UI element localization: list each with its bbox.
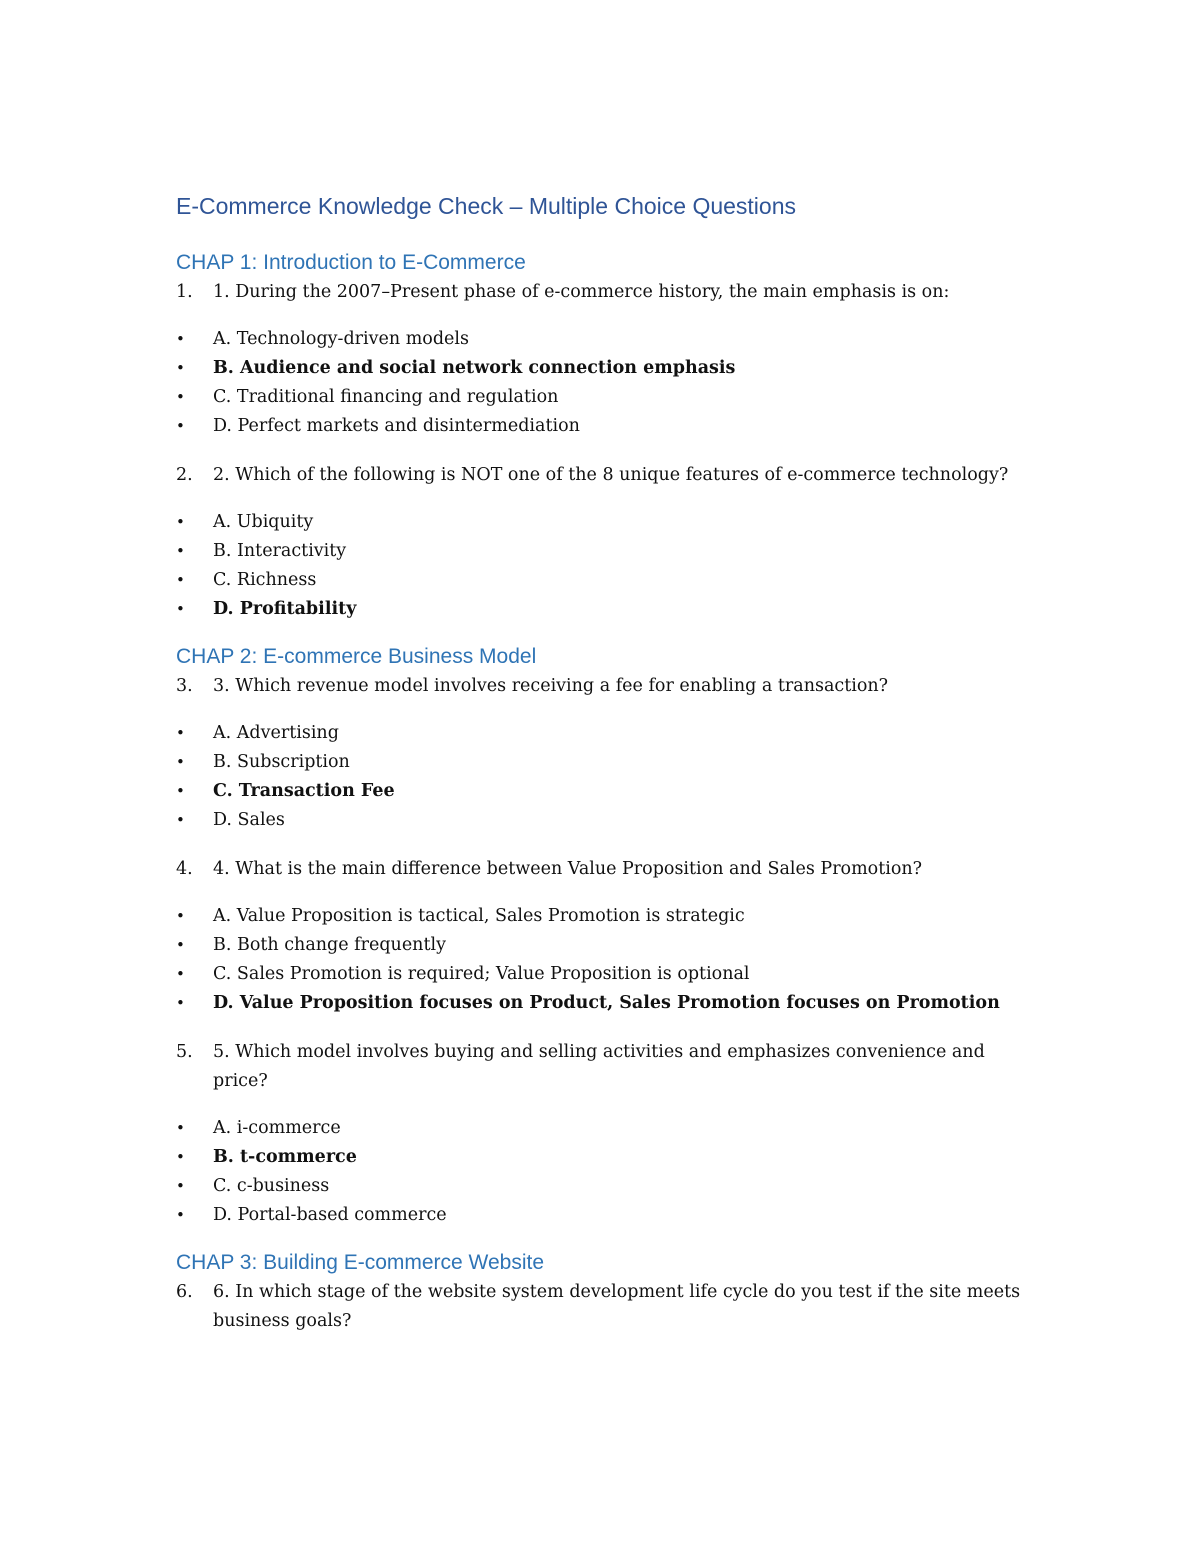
bullet-icon: • xyxy=(176,907,185,925)
bullet-icon: • xyxy=(176,936,185,954)
answer-option-text: A. Value Proposition is tactical, Sales Promotion is strategic xyxy=(213,906,745,926)
answer-option-text: D. Perfect markets and disintermediation xyxy=(213,416,580,436)
bullet-icon: • xyxy=(176,359,185,377)
answer-option-text: D. Value Proposition focuses on Product, Sales Promotion focuses on Promotion xyxy=(213,993,1000,1013)
answer-option xyxy=(176,508,1026,537)
bullet-icon: • xyxy=(176,994,185,1012)
answer-option-text: D. Sales xyxy=(213,810,285,830)
bullet-icon: • xyxy=(176,542,185,560)
answer-options-list xyxy=(176,902,1026,1018)
answer-option-text: B. Both change frequently xyxy=(213,935,446,955)
bullet-icon: • xyxy=(176,782,185,800)
bullet-icon: • xyxy=(176,600,185,618)
bullet-icon: • xyxy=(176,753,185,771)
bullet-icon: • xyxy=(176,724,185,742)
question-text: 2. Which of the following is NOT one of the 8 unique features of e-commerce technology? xyxy=(213,465,1009,485)
answer-option-correct xyxy=(176,989,1026,1018)
document-content xyxy=(176,190,1026,1336)
answer-options-list xyxy=(176,508,1026,624)
answer-options-list xyxy=(176,1114,1026,1230)
bullet-icon: • xyxy=(176,388,185,406)
question-text: 5. Which model involves buying and selling activities and emphasizes convenience and price? xyxy=(213,1042,985,1091)
answer-option xyxy=(176,1114,1026,1143)
answer-option xyxy=(176,1172,1026,1201)
answer-option-text: A. Advertising xyxy=(213,723,339,743)
document-title: E-Commerce Knowledge Check – Multiple Choice Questions xyxy=(176,193,797,219)
answer-option-text: C. Sales Promotion is required; Value Proposition is optional xyxy=(213,964,750,984)
answer-option-text: B. Audience and social network connection emphasis xyxy=(213,358,736,378)
question-text: 1. During the 2007–Present phase of e-commerce history, the main emphasis is on: xyxy=(213,282,950,302)
answer-option-text: C. Transaction Fee xyxy=(213,781,395,801)
answer-option-correct xyxy=(176,1143,1026,1172)
answer-option xyxy=(176,748,1026,777)
answer-option xyxy=(176,412,1026,441)
bullet-icon: • xyxy=(176,1177,185,1195)
answer-option-text: A. i-commerce xyxy=(213,1118,341,1138)
answer-option-correct xyxy=(176,354,1026,383)
answer-option xyxy=(176,902,1026,931)
chapter-heading: CHAP 2: E-commerce Business Model xyxy=(176,645,537,668)
question-item xyxy=(176,461,1026,490)
answer-option xyxy=(176,931,1026,960)
bullet-icon: • xyxy=(176,571,185,589)
question-number: 5. xyxy=(176,1042,193,1062)
answer-option-text: A. Ubiquity xyxy=(213,512,314,532)
bullet-icon: • xyxy=(176,811,185,829)
bullet-icon: • xyxy=(176,513,185,531)
bullet-icon: • xyxy=(176,965,185,983)
answer-option-text: B. Interactivity xyxy=(213,541,347,561)
answer-option-text: B. Subscription xyxy=(213,752,350,772)
question-item xyxy=(176,1038,1026,1096)
answer-option-text: C. Richness xyxy=(213,570,317,590)
question-text: 3. Which revenue model involves receiving a fee for enabling a transaction? xyxy=(213,676,889,696)
answer-option xyxy=(176,960,1026,989)
bullet-icon: • xyxy=(176,1119,185,1137)
answer-option xyxy=(176,566,1026,595)
question-text: 6. In which stage of the website system development life cycle do you test if the site meets business goals? xyxy=(213,1282,1021,1331)
bullet-icon: • xyxy=(176,330,185,348)
answer-options-list xyxy=(176,325,1026,441)
chapter-heading: CHAP 1: Introduction to E-Commerce xyxy=(176,251,526,274)
answer-option-text: C. c-business xyxy=(213,1176,330,1196)
answer-option-text: C. Traditional financing and regulation xyxy=(213,387,559,407)
answer-option-correct xyxy=(176,777,1026,806)
question-number: 4. xyxy=(176,859,193,879)
answer-option-correct xyxy=(176,595,1026,624)
question-number: 6. xyxy=(176,1282,193,1302)
question-item xyxy=(176,672,1026,701)
answer-options-list xyxy=(176,719,1026,835)
bullet-icon: • xyxy=(176,1148,185,1166)
bullet-icon: • xyxy=(176,417,185,435)
answer-option xyxy=(176,537,1026,566)
chapters-container xyxy=(176,248,1026,1336)
question-number: 3. xyxy=(176,676,193,696)
question-number: 2. xyxy=(176,465,193,485)
answer-option xyxy=(176,719,1026,748)
answer-option-text: D. Profitability xyxy=(213,599,357,619)
answer-option xyxy=(176,806,1026,835)
answer-option-text: A. Technology-driven models xyxy=(213,329,469,349)
answer-option xyxy=(176,383,1026,412)
answer-option xyxy=(176,1201,1026,1230)
question-item xyxy=(176,1278,1026,1336)
question-number: 1. xyxy=(176,282,193,302)
question-text: 4. What is the main difference between Value Proposition and Sales Promotion? xyxy=(213,859,923,879)
chapter-heading: CHAP 3: Building E-commerce Website xyxy=(176,1251,545,1274)
answer-option-text: D. Portal-based commerce xyxy=(213,1205,447,1225)
answer-option-text: B. t-commerce xyxy=(213,1147,357,1167)
question-item xyxy=(176,278,1026,307)
bullet-icon: • xyxy=(176,1206,185,1224)
answer-option xyxy=(176,325,1026,354)
question-item xyxy=(176,855,1026,884)
